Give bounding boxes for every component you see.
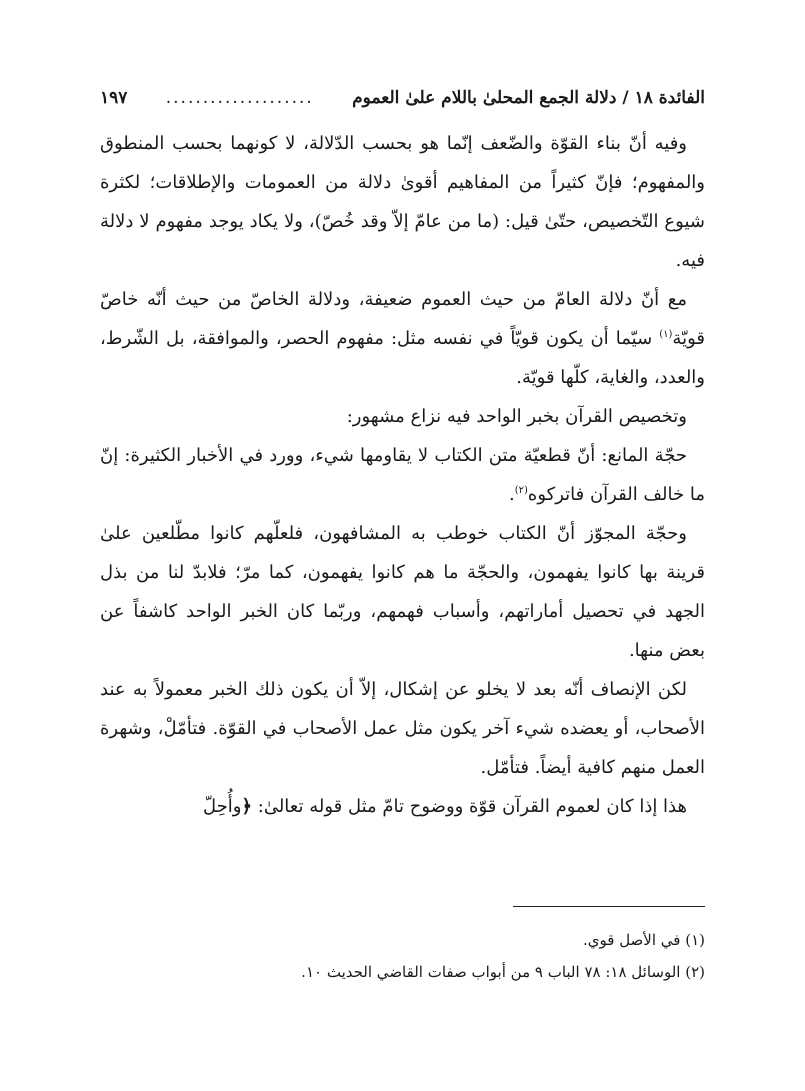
footnotes [100, 924, 705, 988]
main-text [100, 124, 705, 826]
paragraph-6: لكن الإنصاف أنّه بعد لا يخلو عن إشكال، إلاّ أن يكون ذلك الخبر معمولاً به عند الأصحاب، أو يعضده شيء آخر يكون مثل عمل الأصحاب في القوّة. فتأمّلْ، وشهرة العمل منهم كافية أيضاً. فتأمّل. [100, 679, 705, 778]
footnote-2: (٢) الوسائل ١٨: ٧٨ الباب ٩ من أبواب صفات القاضي الحديث ١٠. [301, 963, 705, 981]
footnote-separator [513, 906, 705, 907]
paragraph-2-text-cont: سيّما أن يكون قويّاً في نفسه مثل: مفهوم الحصر، والموافقة، بل الشّرط، والعدد، والغاية، كلّها قويّة. [100, 328, 705, 388]
footnote-ref-2[interactable]: (٢) [514, 485, 528, 496]
footnote-ref-1[interactable]: (١) [659, 329, 673, 340]
header-leader-dots: .................... [165, 88, 314, 108]
paragraph-1: وفيه أنّ بناء القوّة والضّعف إنّما هو بحسب الدّلالة، لا كونهما بحسب المنطوق والمفهوم؛ فإنّ كثيراً من المفاهيم أقوىٰ دلالة من العمومات والإطلاقات؛ لكثرة شيوع التّخصيص، حتّىٰ قيل: (ما من عامّ إلاّ وقد خُصّ)، ولا يكاد يوجد مفهوم لا دلالة فيه. [100, 133, 705, 271]
paragraph-5: وحجّة المجوّز أنّ الكتاب خوطب به المشافهون، فلعلّهم كانوا مطّلعين علىٰ قرينة بها كانوا يفهمون، والحجّة ما هم كانوا يفهمون، كما مرّ؛ فلابدّ لنا من بذل الجهد في تحصيل أماراتهم، وأسباب فهمهم، وربّما كان الخبر الواحد كاشفاً عن بعض منها. [100, 523, 705, 661]
paragraph-2-text: مع أنّ دلالة العامّ من حيث العموم ضعيفة، ودلالة الخاصّ من حيث أنّه خاصّ قويّة [100, 289, 705, 349]
header-title: الفائدة ١٨ / دلالة الجمع المحلىٰ باللام علىٰ العموم [352, 88, 705, 108]
quran-open-bracket: ﴿ [241, 796, 253, 817]
paragraph-7 [100, 787, 705, 826]
page-number: ١٩٧ [100, 88, 128, 108]
paragraph-2 [100, 280, 705, 397]
running-header [100, 88, 705, 116]
quran-quote: وأُحِلّ [203, 796, 242, 817]
paragraph-3: وتخصيص القرآن بخبر الواحد فيه نزاع مشهور: [346, 406, 687, 427]
paragraph-4-text: حجّة المانع: أنّ قطعيّة متن الكتاب لا يقاومها شيء، وورد في الأخبار الكثيرة: إنّ ما خالف القرآن فاتركوه [100, 445, 705, 505]
footnote-1: (١) في الأصل قوي. [583, 931, 705, 949]
paragraph-7-text: هذا إذا كان لعموم القرآن قوّة ووضوح تامّ مثل قوله تعالىٰ: [252, 796, 687, 817]
paragraph-4 [100, 436, 705, 514]
paragraph-4-text-end: . [508, 484, 515, 505]
